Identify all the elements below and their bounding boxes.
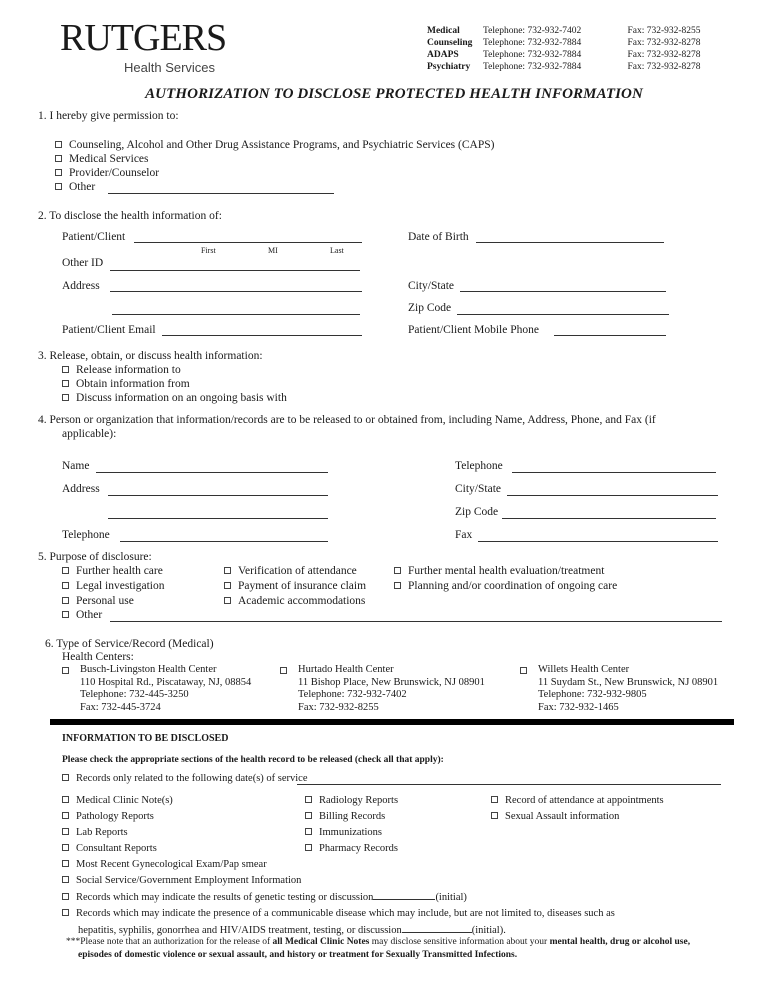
option-label: Pharmacy Records: [319, 843, 399, 854]
telephone-label: Telephone:: [483, 38, 526, 48]
option-label: Payment of insurance claim: [238, 580, 367, 592]
mobile-label: Patient/Client Mobile Phone: [408, 324, 539, 336]
option-label: Further mental health evaluation/treatment: [408, 565, 605, 577]
recipient-address-field-1[interactable]: [108, 495, 328, 496]
checkbox[interactable]: [491, 796, 498, 803]
checkbox[interactable]: [55, 169, 62, 176]
contact-row-counseling: [427, 37, 701, 49]
fax-label: Fax:: [627, 26, 645, 36]
address-label: Address: [62, 280, 100, 292]
email-field[interactable]: [162, 335, 362, 336]
section6-subheading: Health Centers:: [62, 651, 134, 663]
center-fax: Fax: 732-445-3724: [80, 701, 161, 713]
checkbox[interactable]: [55, 183, 62, 190]
fax-value: 732-932-8278: [646, 38, 701, 48]
section-divider: [50, 719, 734, 725]
city-state-field[interactable]: [460, 291, 666, 292]
disclosure-col2: [305, 793, 398, 857]
disclosure-item-social-service[interactable]: [62, 873, 615, 889]
checkbox[interactable]: [62, 667, 69, 674]
center-address: 11 Suydam St., New Brunswick, NJ 08901: [538, 676, 719, 688]
note-bold-clinic-notes: all Medical Clinic Notes: [272, 937, 370, 947]
section3-option-obtain[interactable]: [62, 378, 190, 390]
sensitive-info-note: [66, 936, 718, 962]
fax-label: Fax:: [627, 38, 645, 48]
logo-wordmark: RUTGERS: [60, 17, 227, 59]
purpose-legal-investigation[interactable]: [62, 580, 164, 592]
purpose-planning-coordination[interactable]: [394, 580, 617, 592]
checkbox[interactable]: [62, 876, 69, 883]
purpose-mental-health[interactable]: [394, 565, 604, 577]
checkbox[interactable]: [62, 774, 69, 781]
checkbox[interactable]: [305, 828, 312, 835]
dept-name: ADAPS: [427, 50, 459, 60]
disclosure-item-radiology-reports[interactable]: [305, 793, 398, 809]
fax-value: 732-932-8278: [646, 62, 701, 72]
checkbox[interactable]: [62, 909, 69, 916]
disclosure-item-genetic-testing[interactable]: [62, 889, 615, 906]
last-sublabel: Last: [330, 246, 344, 255]
checkbox[interactable]: [224, 567, 231, 574]
option-label: Sexual Assault information: [505, 811, 620, 822]
section3-option-discuss[interactable]: [62, 392, 287, 404]
option-label: Provider/Counselor: [69, 167, 160, 179]
initial-suffix: (initial): [435, 892, 467, 903]
purpose-insurance-claim[interactable]: [224, 580, 366, 592]
health-center-busch-livingston[interactable]: [62, 664, 251, 714]
center-fax: Fax: 732-932-1465: [538, 701, 619, 713]
purpose-further-health-care[interactable]: [62, 565, 163, 577]
disclosure-item-sexual-assault-info[interactable]: [491, 809, 664, 825]
health-center-willets[interactable]: [520, 664, 718, 714]
disclosure-dates-option[interactable]: [62, 773, 308, 784]
center-name: Hurtado Health Center: [298, 664, 394, 675]
option-label: Records which may indicate the results of genetic testing or discussion: [76, 892, 374, 903]
center-fax: Fax: 732-932-8255: [298, 701, 379, 713]
option-label: Discuss information on an ongoing basis with: [76, 392, 287, 404]
checkbox[interactable]: [62, 567, 69, 574]
mi-sublabel: MI: [268, 246, 278, 255]
recipient-telephone-field[interactable]: [512, 472, 716, 473]
patient-client-field[interactable]: [134, 242, 362, 243]
section1-heading: 1. I hereby give permission to:: [38, 110, 179, 122]
dept-name: Counseling: [427, 38, 473, 48]
dept-name: Medical: [427, 26, 460, 36]
purpose-other-field[interactable]: [110, 621, 722, 622]
option-label: Most Recent Gynecological Exam/Pap smear: [76, 859, 267, 870]
purpose-other[interactable]: [62, 609, 102, 621]
other-id-label: Other ID: [62, 257, 104, 269]
option-label: Lab Reports: [76, 827, 128, 838]
telephone-label: Telephone:: [483, 26, 526, 36]
option-label: Legal investigation: [76, 580, 165, 592]
recipient-city-state-label: City/State: [455, 483, 501, 495]
center-name: Willets Health Center: [538, 664, 630, 675]
option-label: Release information to: [76, 364, 181, 376]
checkbox[interactable]: [520, 667, 527, 674]
recipient-name-label: Name: [62, 460, 90, 472]
checkbox[interactable]: [62, 394, 69, 401]
checkbox[interactable]: [491, 812, 498, 819]
section2-heading: 2. To disclose the health information of:: [38, 210, 222, 222]
dob-label: Date of Birth: [408, 231, 469, 243]
checkbox[interactable]: [62, 611, 69, 618]
option-label: Social Service/Government Employment Information: [76, 875, 302, 886]
section5-heading: 5. Purpose of disclosure:: [38, 551, 152, 563]
option-label: Medical Services: [69, 153, 149, 165]
option-label: Medical Clinic Note(s): [76, 795, 173, 806]
health-center-hurtado[interactable]: [280, 664, 485, 714]
section3-option-release[interactable]: [62, 364, 181, 376]
checkbox[interactable]: [224, 582, 231, 589]
recipient-address-field-2[interactable]: [108, 518, 328, 519]
center-address: 11 Bishop Place, New Brunswick, NJ 08901: [298, 676, 485, 688]
disclosure-heading: INFORMATION TO BE DISCLOSED: [62, 733, 229, 744]
recipient-fax-label: Fax: [455, 529, 473, 541]
contact-table: [427, 25, 701, 73]
recipient-fax-field[interactable]: [478, 541, 718, 542]
dob-field[interactable]: [476, 242, 664, 243]
section1-other-field[interactable]: [108, 193, 334, 194]
checkbox[interactable]: [394, 582, 401, 589]
checkbox[interactable]: [62, 860, 69, 867]
section1-option-medical[interactable]: [55, 153, 149, 165]
zip-label: Zip Code: [408, 302, 452, 314]
checkbox[interactable]: [62, 380, 69, 387]
checkbox[interactable]: [62, 597, 69, 604]
fax-label: Fax:: [627, 50, 645, 60]
option-label: Obtain information from: [76, 378, 190, 390]
recipient-city-state-field[interactable]: [507, 495, 718, 496]
fax-value: 732-932-8255: [646, 26, 701, 36]
telephone-value: 732-932-7884: [527, 62, 582, 72]
recipient-telephone2-field[interactable]: [120, 541, 328, 542]
fax-label: Fax:: [627, 62, 645, 72]
option-label: Verification of attendance: [238, 565, 357, 577]
option-label: Consultant Reports: [76, 843, 157, 854]
disclosure-item-attendance-record[interactable]: [491, 793, 664, 809]
option-label-cont: hepatitis, syphilis, gonorrhea and HIV/AIDS treatment, testing, or discussion: [78, 925, 402, 936]
other-id-field[interactable]: [110, 270, 360, 271]
logo-subtitle: Health Services: [124, 60, 216, 75]
section4-heading: 4. Person or organization that information/records are to be released to or obtained from, including Name, Address, Phone, and Fax (if: [38, 414, 656, 426]
option-label: Other: [69, 181, 96, 193]
option-label: Personal use: [76, 595, 134, 607]
telephone-label: Telephone:: [483, 50, 526, 60]
checkbox[interactable]: [62, 828, 69, 835]
section1-option-other[interactable]: [55, 181, 95, 193]
checkbox[interactable]: [62, 796, 69, 803]
checkbox[interactable]: [62, 582, 69, 589]
center-telephone: Telephone: 732-932-7402: [298, 689, 407, 700]
note-bold-sensitive: mental health, drug or alcohol use, episodes of domestic violence or sexual assault, and history or treatment for Sexually Transmitted Infections.: [78, 937, 691, 960]
purpose-personal-use[interactable]: [62, 595, 134, 607]
contact-row-psychiatry: [427, 61, 701, 73]
center-address: 110 Hospital Rd., Piscataway, NJ, 08854: [80, 676, 252, 688]
option-label: Pathology Reports: [76, 811, 154, 822]
telephone-value: 732-932-7402: [527, 26, 582, 36]
disclosure-item-immunizations[interactable]: [305, 825, 398, 841]
checkbox[interactable]: [62, 812, 69, 819]
disclosure-item-gynecological-exam[interactable]: [62, 857, 615, 873]
option-label: Records only related to the following date(s) of service: [76, 773, 308, 784]
fax-value: 732-932-8278: [646, 50, 701, 60]
checkbox[interactable]: [305, 844, 312, 851]
checkbox[interactable]: [224, 597, 231, 604]
checkbox[interactable]: [305, 796, 312, 803]
note-middle: may disclose sensitive information about your: [369, 937, 550, 947]
checkbox[interactable]: [280, 667, 287, 674]
section1-option-provider[interactable]: [55, 167, 159, 179]
dates-of-service-field[interactable]: [297, 784, 721, 785]
patient-client-label: Patient/Client: [62, 231, 126, 243]
disclosure-item-billing-records[interactable]: [305, 809, 398, 825]
communicable-initial-field[interactable]: [402, 922, 472, 933]
purpose-verification-attendance[interactable]: [224, 565, 357, 577]
section1-option-caps[interactable]: [55, 139, 494, 151]
checkbox[interactable]: [55, 141, 62, 148]
contact-row-medical: [427, 25, 701, 37]
option-label: Planning and/or coordination of ongoing care: [408, 580, 618, 592]
option-label: Immunizations: [319, 827, 382, 838]
logo: [60, 18, 226, 75]
recipient-telephone-label: Telephone: [455, 460, 503, 472]
checkbox[interactable]: [62, 844, 69, 851]
option-label: Radiology Reports: [319, 795, 399, 806]
city-state-label: City/State: [408, 280, 454, 292]
genetic-initial-field[interactable]: [373, 889, 435, 900]
telephone-value: 732-932-7884: [527, 38, 582, 48]
address-field-2[interactable]: [112, 314, 360, 315]
disclosure-instructions: Please check the appropriate sections of the health record to be released (check all that apply):: [62, 755, 444, 765]
disclosure-col3: [491, 793, 664, 825]
email-label: Patient/Client Email: [62, 324, 156, 336]
option-label: Academic accommodations: [238, 595, 366, 607]
recipient-name-field[interactable]: [96, 472, 328, 473]
section3-heading: 3. Release, obtain, or discuss health information:: [38, 350, 263, 362]
center-telephone: Telephone: 732-932-9805: [538, 689, 647, 700]
center-name: Busch-Livingston Health Center: [80, 664, 217, 675]
option-label: Other: [76, 609, 103, 621]
section6-heading: 6. Type of Service/Record (Medical): [45, 638, 214, 650]
address-field-1[interactable]: [110, 291, 362, 292]
checkbox[interactable]: [62, 366, 69, 373]
zip-field[interactable]: [457, 314, 669, 315]
mobile-field[interactable]: [554, 335, 666, 336]
checkbox[interactable]: [62, 893, 69, 900]
telephone-value: 732-932-7884: [527, 50, 582, 60]
disclosure-item-communicable-disease[interactable]: [62, 906, 615, 922]
checkbox[interactable]: [394, 567, 401, 574]
recipient-address-label: Address: [62, 483, 100, 495]
recipient-telephone2-label: Telephone: [62, 529, 110, 541]
note-prefix: ***Please note that an authorization for the release of: [66, 937, 273, 947]
section4-heading-cont: applicable):: [62, 428, 117, 440]
first-sublabel: First: [201, 246, 216, 255]
recipient-zip-label: Zip Code: [455, 506, 499, 518]
option-label: Record of attendance at appointments: [505, 795, 664, 806]
option-label: Records which may indicate the presence of a communicable disease which may include, but are not limited to, diseases such as: [76, 908, 615, 919]
purpose-academic-accommodations[interactable]: [224, 595, 365, 607]
disclosure-item-pharmacy-records[interactable]: [305, 841, 398, 857]
telephone-label: Telephone:: [483, 62, 526, 72]
option-label: Further health care: [76, 565, 163, 577]
recipient-zip-field[interactable]: [502, 518, 716, 519]
initial-suffix: (initial).: [471, 925, 506, 936]
checkbox[interactable]: [305, 812, 312, 819]
option-label: Billing Records: [319, 811, 386, 822]
center-telephone: Telephone: 732-445-3250: [80, 689, 189, 700]
dept-name: Psychiatry: [427, 62, 471, 72]
contact-row-adaps: [427, 49, 701, 61]
form-title: AUTHORIZATION TO DISCLOSE PROTECTED HEALTH INFORMATION: [145, 86, 643, 102]
option-label: Counseling, Alcohol and Other Drug Assistance Programs, and Psychiatric Services (CAPS): [69, 139, 495, 151]
checkbox[interactable]: [55, 155, 62, 162]
